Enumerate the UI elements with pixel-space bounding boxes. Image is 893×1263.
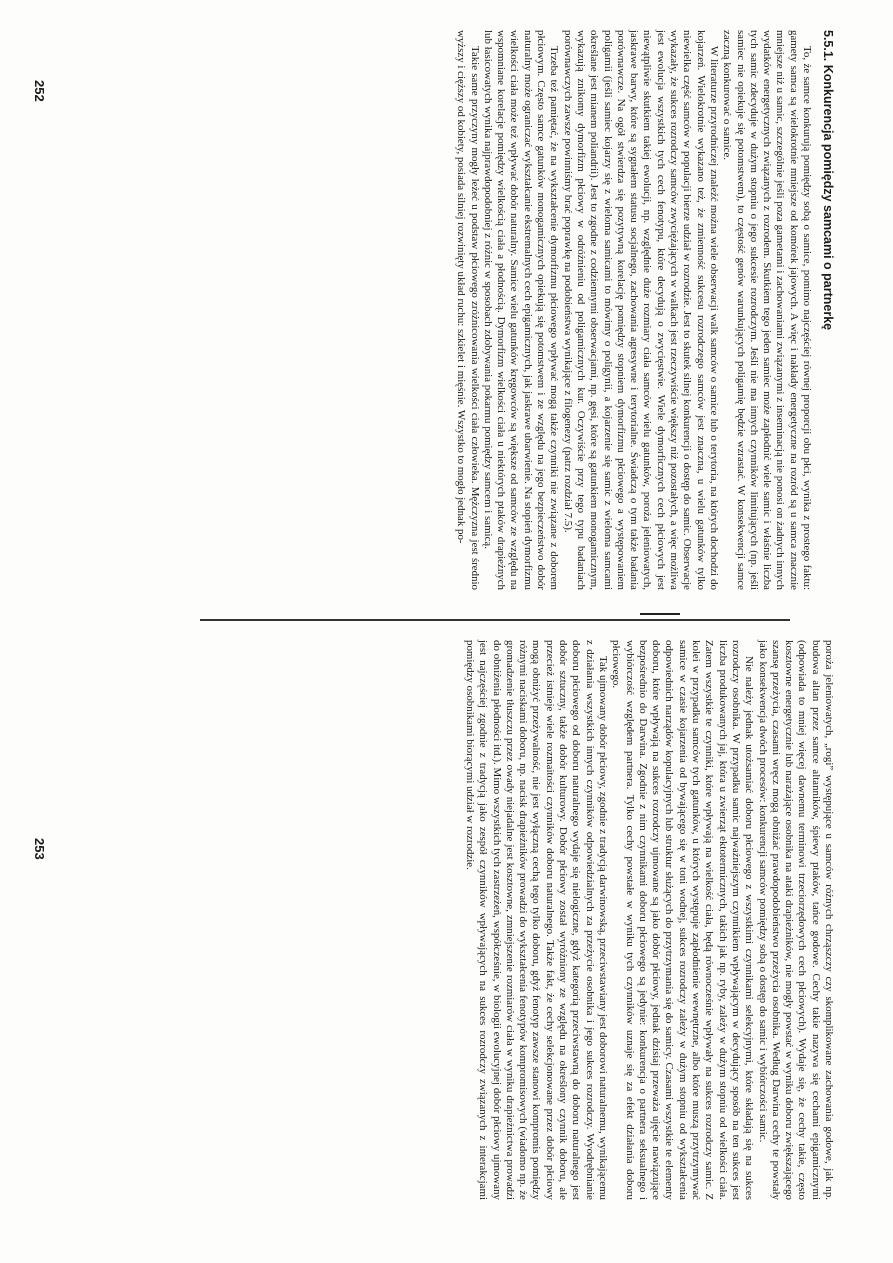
page-253 — [55, 30, 835, 590]
section-heading: 5.5.1. Konkurencja pomiędzy samcami o partnerkę — [821, 30, 835, 331]
gutter-mark — [640, 613, 680, 627]
paragraph: W literaturze przyrodniczej znaleźć można wiele obserwacji walk samców o samice lub o terytoria, na których dochodzi do kojarzeń. Wielokrotnie wykazano też, że zmienność sukcesu rozrodczego samców jest znaczna, u wielu gatunków tylko niewielka część samców w populacji bierze udział w rozrodzie. Jest to skutek silnej konkurencji o dostęp do samic. Obserwacje wykazały, że sukces rozrodczy samców zwyciężających w walkach jest rzeczywiście większy niż pozostałych, a więc możliwa jest ewolucja wszystkich tych cech fenotypu, które decydują o zwycięstwie. Wiele dymorficznych cech płciowych jest niewątpliwie skutkiem takiej ewolucji, np. względnie duże rozmiary ciała samców wielu gatunków, poroża jeleniowatych, jaskrawe barwy, które są sygnałem statusu socjalnego, zachowania agresywne i terytorialne. Świadczą o tym także badania porównawcze. Na ogół stwierdza się pozytywną korelację pomiędzy stopniem dymorfizmu płciowego a występowaniem poligamii (jeśli samiec kojarzy się z wieloma samicami to mówimy o poligynii, a kojarzenie się samic z wieloma samcami określane jest mianem poliandrii). Jest to zgodne z codziennymi obserwacjami, np. gęsi, które są gatunkiem monogamicznym, wykazują znikomy dymorfizm płciowy w odróżnieniu od poligamicznych kur. Oczywiście przy tego typu badaniach porównawczych zawsze powinniśmy brać poprawkę na podobieństwa wynikające z filogenezy (patrz rozdział 7.5). — [561, 30, 720, 590]
page-252 — [55, 640, 835, 1200]
paragraph: Takie same przyczyny mogły leżeć u podstaw płciowego zróżnicowania wielkości ciała człowieka. Mężczyzna jest średnio wyższy i cięższy od kobiety, posiada silniej rozwinięty układ ruchu: szkielet i mięśnie. Wszystko to mogło jednak po- — [455, 30, 481, 590]
paragraph: Tak ujmowany dobór płciowy, zgodnie z tradycją darwinowską, przeciwstawiany jest doborowi naturalnemu, wynikającemu z działania wszystkich innych czynników odpowiedzialnych za przeżycie osobnika i jego sukces rozrodczy. Wyodrębnianie doboru płciowego od doboru naturalnego wydaje się nielogiczne, gdyż kategorią przeciwstawną do doboru naturalnego jest dobór sztuczny, także dobór kulturowy. Dobór płciowy został wyróżniony ze względu na określony czynnik doboru, ale przecież istnieje wiele rozmaitości czynników doboru naturalnego. Także fakt, że cechy selekcjonowane przez dobór płciowy mogą obniżyć przeżywalność, nie jest wyłączną cechą tego tylko doboru, gdyż fenotyp zawsze stanowi kompromis pomiędzy różnymi naciskami doboru, np. nacisk drapieżników prowadzi do wykształcenia fenotypów kompromisowych (wiadomo np. że gromadzenie tłuszczu przez owady niejadalne jest kosztowne, zmniejszenie rozmiarów ciała w wyniku drapieżnictwa prowadzi do obniżenia płodności itd.). Mimo wszystkich tych zastrzeżeń, współcześnie, w biologii ewolucyjnej dobór płciowy ujmowany jest najczęściej zgodnie z tradycją jako zespół czynników wpływających na sukces rozrodczy związanych z interakcjami pomiędzy osobnikami biorącymi udział w rozrodzie. — [463, 640, 609, 1200]
page-number: 253 — [32, 838, 47, 860]
paragraph: Trzeba też pamiętać, że na wykształcenie dymorfizmu płciowego wpływać mogą także czynniki nie związane z doborem płciowym. Często samce gatunków monogamicznych opiekują się potomstwem i ze względu na jego bezpieczeństwo dobór naturalny może ograniczać wykształcanie ekstremalnych cech epigamicznych, jak jaskrawe ubarwienie. Na stopień dymorfizmu wielkości ciała może też wpływać dobór naturalny. Samice wielu gatunków kręgowców są większe od samców ze względu na wspomniane korelacje pomiędzy wielkością ciała a płodnością. Dymorfizm wielkości ciała u niektórych ptaków drapieżnych lub łasicowatych wynika najprawdopodobniej z różnic w sposobach zdobywania pokarmu pomiędzy samcem i samicą. — [481, 30, 561, 590]
page-number: 252 — [32, 80, 47, 102]
gutter-line — [200, 619, 790, 621]
paragraph: To, że samce konkurują pomiędzy sobą o samice, pomimo najczęściej równej proporcji obu płci, wynika z prostego faktu: gamety samca są wielokrotnie mniejsze od komórek jajowych. A więc i nakłady energetyczne na rozród są u samca znacznie mniejsze niż u samic, szczególnie jeśli poza gametami i zachowaniami związanymi z inseminacją nie ponosi on żadnych innych wydatków energetycznych związanych z rozrodem. Skutkiem tego jeden samiec może zapłodnić wiele samic i właśnie liczba tych samic zdecyduje w dużym stopniu o jego sukcesie rozrodczym. Jeśli nie ma innych czynników limitujących (np. jeśli samiec nie opiekuje się potomstwem), to częstość genów warunkujących poligamię będzie wzrastać. W konsekwencji samce zaczną konkurować o samice. — [721, 30, 813, 590]
paragraph: Nie należy jednak utożsamiać doboru płciowego z wszystkimi czynnikami selekcyjnymi, które składają się na sukces rozrodczy osobnika. W przypadku samic najważniejszym czynnikiem wpływającym w decydujący sposób na ten sukces jest liczba produkowanych jaj, która u zwierząt ektotermicznych, takich jak np. ryby, zależy w dużym stopniu od wielkości ciała. Zatem wszystkie te czynniki, które wpływają na wielkość ciała, będą równocześnie wpływały na sukces rozrodczy samic. Z kolei w przypadku samców tych gatunków, u których występuje zapłodnienie wewnętrzne, albo które muszą przytrzymywać samice w czasie kojarzenia od bywającego się w toni wodnej, sukces rozrodczy zależy w dużym stopniu od wykształcenia odpowiednich narządów kopulacyjnych lub struktur służących do przytrzymania się do samicy. Czasami wszystkie te elementy doboru, które wpływają na sukces rozrodczy ujmowane są jako dobór płciowy, jednak dzisiaj przeważa ujęcie nawiązujące bezpośrednio do Darwina. Zgodnie z nim czynnikami doboru płciowego są jedynie: konkurencja o partnera seksualnego i wybiórczość względem partnera. Tylko cechy powstałe w wyniku tych czynników uznaje się za efekt działania doboru płciowego. — [610, 640, 756, 1200]
paragraph: poroża jeleniowatych, „rogi” występujące u samców różnych chrząszczy czy skomplikowane zachowania godowe, jak np. budowa altan przez samce altanników, śpiewy ptaków, tańce godowe. Cechy takie nazywa się cechami epigamicznymi (odpowiada to mniej więcej dawnemu terminowi trzeciorzędowych cech płciowych). Wydaje się, że cechy takie, często kosztowne energetycznie lub narażające osobnika na ataki drapieżników, nie mogły powstać w wyniku doboru zwiększającego szansę przeżycia, czasami wręcz mogą obniżać prawdopodobieństwo przeżycia osobnika. Według Darwina cechy te powstały jako konsekwencja dwóch procesów: konkurencji samców pomiędzy sobą o dostęp do samic i wybiórczości samic. — [756, 640, 835, 1200]
